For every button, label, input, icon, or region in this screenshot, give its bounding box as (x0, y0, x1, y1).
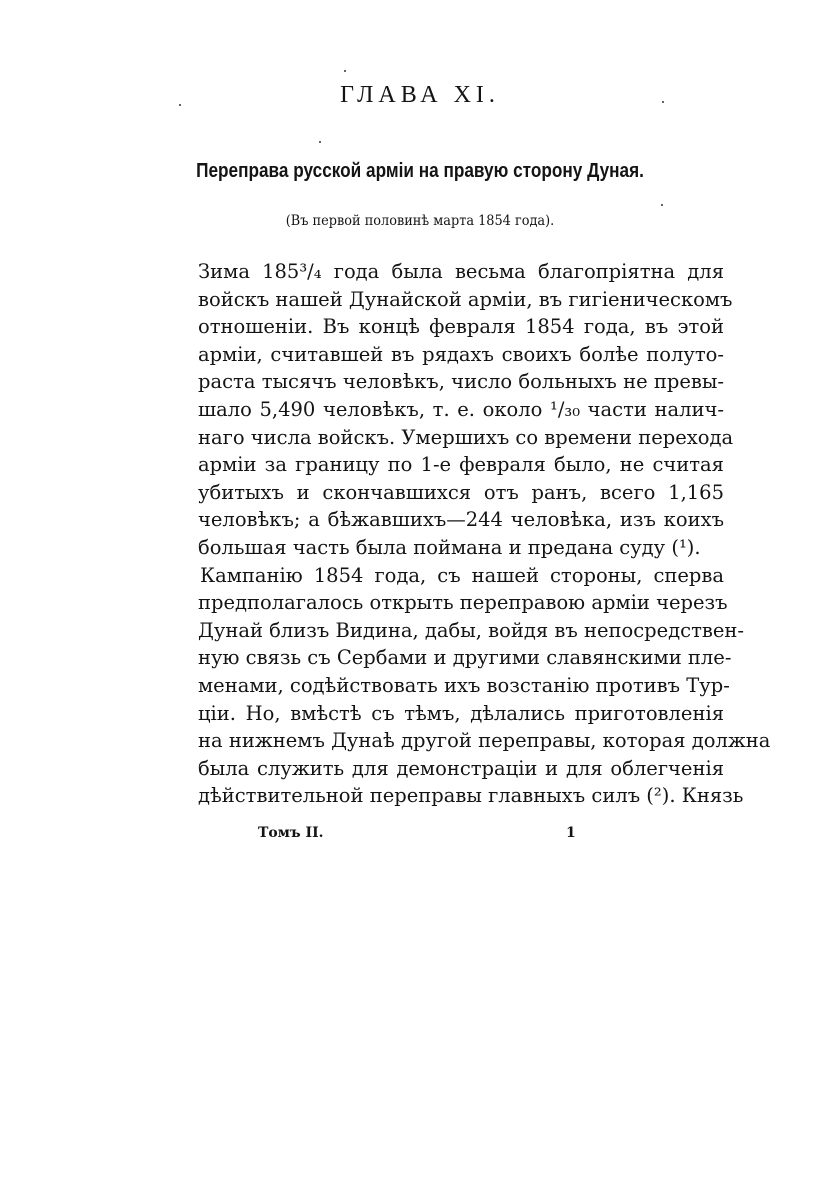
sheet-number: 1 (566, 825, 576, 841)
body-text (198, 258, 771, 810)
body-line: отношеніи. Въ концѣ февраля 1854 года, въ этой (198, 315, 724, 339)
body-line: предполагалось открыть переправою арміи черезъ (198, 591, 728, 615)
body-line: Кампанію 1854 года, съ нашей стороны, сперва (200, 563, 724, 587)
scan-speck (662, 101, 664, 103)
body-line: убитыхъ и скончавшихся отъ ранъ, всего 1,165 (198, 480, 724, 504)
body-line: раста тысячъ человѣкъ, число больныхъ не превы- (198, 370, 724, 394)
body-line: шало 5,490 человѣкъ, т. е. около ¹/₃₀ части налич- (198, 397, 724, 421)
body-line: ную связь съ Сербами и другими славянскими пле- (198, 646, 732, 670)
volume-signature: Томъ II. (258, 825, 324, 841)
body-line: на нижнемъ Дунаѣ другой переправы, которая должна (198, 729, 771, 753)
scan-speck (179, 104, 181, 106)
scan-speck (661, 204, 663, 206)
body-line: арміи за границу по 1-е февраля было, не считая (198, 453, 724, 477)
body-line: менами, содѣйствовать ихъ возстанію противъ Тур- (198, 673, 730, 697)
body-line: человѣкъ; а бѣжавшихъ—244 человѣка, изъ коихъ (198, 508, 724, 532)
body-line: была служить для демонстраціи и для облегченія (198, 756, 724, 780)
chapter-heading: ГЛАВА XI. (340, 82, 500, 108)
body-line: Зима 185³/₄ года была весьма благопріятна для (198, 260, 724, 283)
body-line: арміи, считавшей въ рядахъ своихъ болѣе полуто- (198, 342, 724, 366)
scan-speck (344, 70, 346, 72)
body-line: ціи. Но, вмѣстѣ съ тѣмъ, дѣлались приготовленія (198, 701, 724, 725)
body-line: большая часть была поймана и предана суду (¹). (198, 535, 701, 559)
page-footer (0, 825, 840, 849)
scan-speck (319, 141, 321, 143)
body-line: дѣйствительной переправы главныхъ силъ (²). Князь (198, 784, 744, 808)
body-line: войскъ нашей Дунайской арміи, въ гигіеническомъ (198, 287, 733, 311)
chapter-title: Переправа русской арміи на правую сторону Дуная. (196, 160, 644, 182)
body-line: Дунай близъ Видина, дабы, войдя въ непосредствен- (198, 618, 744, 642)
chapter-subtitle: (Въ первой половинѣ марта 1854 года). (285, 213, 555, 229)
body-line: наго числа войскъ. Умершихъ со времени перехода (198, 425, 734, 449)
